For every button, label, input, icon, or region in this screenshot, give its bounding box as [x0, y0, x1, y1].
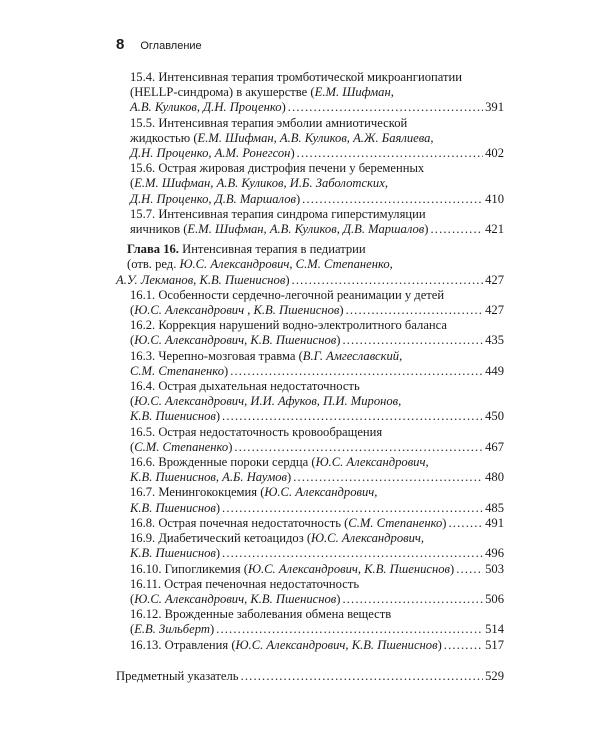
- toc-line: [130, 455, 504, 470]
- toc-line-text: [130, 638, 442, 653]
- toc-line-text: [116, 669, 239, 684]
- toc-entry-s16-5[interactable]: [116, 425, 504, 455]
- toc-line-text: [130, 485, 377, 499]
- toc-line-text: [130, 303, 344, 318]
- toc-entry-s16-3[interactable]: [116, 349, 504, 379]
- toc-line: [130, 409, 504, 424]
- toc-line-text: [130, 70, 462, 84]
- dot-leader: [222, 409, 483, 424]
- toc-page-number: 496: [485, 546, 504, 561]
- toc-line: [130, 592, 504, 607]
- toc-text: Предметный указатель: [116, 668, 239, 683]
- toc-line-text: [130, 116, 407, 130]
- toc-text-close: ): [228, 439, 233, 454]
- running-header: [116, 36, 202, 53]
- toc-text-close: ): [442, 515, 447, 530]
- toc-line: [130, 161, 504, 176]
- toc-text-close: ): [336, 333, 341, 348]
- toc-line: [116, 669, 504, 684]
- toc-text: 15.5. Интенсивная терапия эмболии амниотической: [130, 115, 408, 130]
- toc-page-number: 529: [485, 668, 504, 683]
- toc-authors: Ю.С. Александрович, К.В. Пшениснов: [235, 637, 438, 652]
- table-of-contents: [116, 70, 504, 684]
- toc-line-text: [130, 318, 447, 332]
- toc-line-text: [127, 242, 366, 256]
- toc-line-text: [130, 100, 286, 115]
- toc-line-text: [130, 222, 428, 237]
- toc-text-close: ): [339, 303, 344, 318]
- dot-leader: [222, 546, 483, 561]
- toc-entry-s15-6[interactable]: [116, 161, 504, 207]
- toc-text: 16.5. Острая недостаточность кровообращения: [130, 424, 383, 439]
- dot-leader: [342, 592, 483, 607]
- dot-leader: [241, 669, 484, 684]
- dot-leader: [449, 516, 484, 531]
- toc-text: 16.2. Коррекция нарушений водно-электролитного баланса: [130, 318, 447, 333]
- toc-line: [130, 516, 504, 531]
- toc-line: [130, 638, 504, 653]
- toc-line: [130, 349, 504, 364]
- toc-text: 16.8. Острая почечная недостаточность (: [130, 515, 349, 530]
- page-number: 8: [116, 36, 125, 53]
- toc-authors: Е.В. Зильберт: [134, 622, 210, 637]
- toc-line: [130, 85, 504, 100]
- toc-text: 16.13. Отравления (: [130, 637, 236, 652]
- dot-leader: [234, 440, 483, 455]
- toc-entry-s15-4[interactable]: [116, 70, 504, 116]
- toc-line-text: [130, 333, 340, 348]
- toc-text-close: ): [450, 561, 455, 576]
- toc-page-number: 450: [485, 409, 504, 424]
- toc-line: [130, 562, 504, 577]
- toc-line: [130, 531, 504, 546]
- toc-line-text: [130, 394, 401, 408]
- toc-text: (: [130, 439, 135, 454]
- toc-page-number: 467: [485, 439, 504, 454]
- toc-entry-s16-6[interactable]: [116, 455, 504, 485]
- toc-line-text: [130, 592, 340, 607]
- dot-leader: [302, 192, 483, 207]
- toc-line: [130, 577, 504, 592]
- toc-line-text: [130, 349, 402, 363]
- toc-text: (отв. ред.: [127, 257, 180, 272]
- toc-line-text: [130, 501, 220, 516]
- toc-line: [130, 131, 504, 146]
- toc-line: [130, 70, 504, 85]
- toc-authors: Ю.С. Александрович,: [264, 485, 378, 500]
- toc-line: [130, 146, 504, 161]
- toc-text-close: ): [285, 272, 290, 287]
- toc-entry-s16-12[interactable]: [116, 607, 504, 637]
- toc-text: 16.4. Острая дыхательная недостаточность: [130, 379, 360, 394]
- toc-text: 15.7. Интенсивная терапия синдрома гиперстимуляции: [130, 206, 426, 221]
- toc-line-text: [130, 455, 429, 469]
- toc-text: (: [130, 394, 135, 409]
- toc-page-number: 421: [485, 222, 504, 237]
- toc-text: (: [130, 622, 135, 637]
- dot-leader: [292, 273, 484, 288]
- toc-line: [130, 440, 504, 455]
- toc-text: Интенсивная терапия в педиатрии: [178, 242, 366, 257]
- toc-page-number: 435: [485, 333, 504, 348]
- toc-line-text: [130, 146, 295, 161]
- toc-line: [130, 470, 504, 485]
- toc-authors: Е.М. Шифман, А.В. Куликов, Д.В. Маршалов: [187, 222, 425, 237]
- toc-text-close: ): [215, 500, 221, 515]
- toc-line-text: [130, 577, 359, 591]
- toc-line: [130, 394, 504, 409]
- toc-authors: К.В. Пшениснов: [130, 546, 216, 561]
- toc-text: яичников (: [130, 222, 188, 237]
- toc-entry-s16-13[interactable]: [116, 638, 504, 653]
- toc-line-text: [130, 288, 444, 302]
- toc-authors: Ю.С. Александрович, С.М. Степаненко,: [179, 257, 393, 272]
- toc-authors: А.В. Куликов, Д.Н. Проценко: [130, 100, 282, 115]
- toc-entry-s16-10[interactable]: [116, 562, 504, 577]
- toc-line-text: [130, 516, 447, 531]
- toc-text: (: [130, 176, 135, 191]
- toc-line: [130, 207, 504, 222]
- toc-authors: К.В. Пшениснов, А.Б. Наумов: [130, 470, 288, 485]
- toc-authors: К.В. Пшениснов: [130, 409, 216, 424]
- dot-leader: [444, 638, 483, 653]
- dot-leader: [456, 562, 483, 577]
- toc-text: (HELLP-синдрома) в акушерстве (: [130, 85, 315, 100]
- dot-leader: [430, 222, 483, 237]
- toc-line: [130, 546, 504, 561]
- toc-entry-s16-8[interactable]: [116, 516, 504, 531]
- toc-authors: А.У. Лекманов, К.В. Пшениснов: [116, 272, 286, 287]
- toc-line-text: [130, 192, 300, 207]
- toc-text: 16.3. Черепно-мозговая травма (: [130, 348, 303, 363]
- dot-leader: [288, 100, 483, 115]
- dot-leader: [230, 364, 483, 379]
- toc-text: 15.6. Острая жировая дистрофия печени у беременных: [130, 161, 425, 176]
- toc-line: [130, 425, 504, 440]
- toc-line: [130, 192, 504, 207]
- toc-line-text: [127, 257, 393, 271]
- dot-leader: [222, 501, 483, 516]
- toc-page-number: 427: [485, 303, 504, 318]
- toc-text: (: [130, 333, 135, 348]
- toc-authors: Ю.С. Александрович, К.В. Пшениснов: [248, 561, 451, 576]
- toc-line-text: [130, 364, 228, 379]
- toc-line-text: [130, 409, 220, 424]
- dot-leader: [342, 333, 483, 348]
- toc-page-number: 491: [485, 515, 504, 530]
- toc-page-number: 514: [485, 622, 504, 637]
- toc-line: [130, 176, 504, 191]
- toc-text: жидкостью (: [130, 130, 198, 145]
- toc-page-number: 402: [485, 146, 504, 161]
- toc-entry-ch16[interactable]: [116, 242, 504, 288]
- toc-text: (: [130, 303, 135, 318]
- toc-line-text: [130, 607, 391, 621]
- toc-page-number: 506: [485, 591, 504, 606]
- toc-entry-s15-7[interactable]: [116, 207, 504, 237]
- toc-line: [130, 607, 504, 622]
- toc-text-close: ): [424, 222, 429, 237]
- toc-authors: Е.М. Шифман, А.В. Куликов, А.Ж. Баялиева,: [197, 130, 434, 145]
- toc-text: 16.10. Гипогликемия (: [130, 561, 248, 576]
- dot-leader: [293, 470, 483, 485]
- toc-authors: Ю.С. Александрович, К.В. Пшениснов: [134, 333, 337, 348]
- toc-authors: Ю.С. Александрович,: [311, 531, 425, 546]
- toc-text-close: ): [209, 622, 215, 637]
- toc-line-text: [130, 425, 382, 439]
- toc-line-text: [130, 622, 214, 637]
- toc-text: 16.7. Менингококцемия (: [130, 485, 265, 500]
- dot-leader: [216, 622, 483, 637]
- toc-page-number: 410: [485, 191, 504, 206]
- toc-text-close: ): [290, 146, 295, 161]
- toc-authors: С.М. Степаненко: [130, 363, 224, 378]
- toc-line: [130, 303, 504, 318]
- toc-text: 16.9. Диабетический кетоацидоз (: [130, 531, 312, 546]
- toc-line: [130, 288, 504, 303]
- toc-line: [130, 116, 504, 131]
- toc-line-text: [130, 85, 394, 99]
- toc-line-text: [130, 562, 454, 577]
- toc-entry-s16-9[interactable]: [116, 531, 504, 561]
- toc-line: [130, 379, 504, 394]
- toc-text: 16.12. Врожденные заболевания обмена веществ: [130, 607, 392, 622]
- dot-leader: [346, 303, 484, 318]
- chapter-label: Глава 16.: [127, 242, 179, 257]
- toc-line: [130, 622, 504, 637]
- toc-page-number: 480: [485, 470, 504, 485]
- toc-text-close: ): [437, 637, 442, 652]
- toc-entry-s16-2[interactable]: [116, 318, 504, 348]
- toc-page-number: 503: [485, 561, 504, 576]
- toc-page-number: 427: [485, 272, 504, 287]
- toc-page-number: 449: [485, 363, 504, 378]
- toc-line-text: [130, 207, 426, 221]
- toc-text: 16.6. Врожденные пороки сердца (: [130, 455, 316, 470]
- toc-line-text: [130, 531, 424, 545]
- toc-line-text: [130, 161, 424, 175]
- toc-line: [130, 501, 504, 516]
- toc-line: [130, 485, 504, 500]
- toc-authors: Ю.С. Александрович,: [315, 455, 429, 470]
- toc-line: [130, 222, 504, 237]
- toc-entry-s16-7[interactable]: [116, 485, 504, 515]
- toc-text-close: ): [281, 100, 286, 115]
- toc-line: [116, 257, 504, 272]
- toc-entry-s15-5[interactable]: [116, 116, 504, 162]
- dot-leader: [297, 146, 483, 161]
- toc-text: 16.11. Острая печеночная недостаточность: [130, 576, 360, 591]
- toc-entry-s16-11[interactable]: [116, 577, 504, 607]
- toc-text-close: ): [287, 470, 292, 485]
- toc-authors: Д.Н. Проценко, А.М. Ронегсон: [130, 146, 291, 161]
- toc-entry-s16-1[interactable]: [116, 288, 504, 318]
- toc-line: [116, 273, 504, 288]
- toc-text: 15.4. Интенсивная терапия тромботической микроангиопатии: [130, 70, 462, 84]
- toc-line-text: [116, 273, 290, 288]
- toc-authors: С.М. Степаненко: [348, 515, 443, 530]
- toc-text: 16.1. Особенности сердечно-легочной реанимации у детей: [130, 287, 445, 302]
- toc-authors: С.М. Степаненко: [134, 439, 229, 454]
- toc-page-number: 485: [485, 500, 504, 515]
- toc-authors: В.Г. Амгеславский,: [302, 348, 403, 363]
- toc-line: [116, 242, 504, 257]
- toc-page-number: 517: [485, 637, 504, 652]
- toc-line-text: [130, 440, 232, 455]
- toc-text: (: [130, 591, 135, 606]
- toc-text-close: ): [215, 409, 221, 424]
- toc-entry-index[interactable]: [116, 669, 504, 684]
- toc-entry-s16-4[interactable]: [116, 379, 504, 425]
- toc-line-text: [130, 470, 291, 485]
- toc-authors: Д.Н. Проценко, Д.В. Маршалов: [130, 191, 296, 206]
- toc-authors: Ю.С. Александрович , К.В. Пшениснов: [134, 303, 340, 318]
- toc-authors: Ю.С. Александрович, И.И. Афуков, П.И. Миронов,: [134, 394, 402, 409]
- toc-text-close: ): [224, 363, 229, 378]
- running-title: Оглавление: [140, 40, 202, 52]
- toc-line-text: [130, 176, 388, 190]
- toc-authors: Ю.С. Александрович, К.В. Пшениснов: [134, 591, 337, 606]
- toc-text-close: ): [336, 591, 341, 606]
- toc-line: [130, 364, 504, 379]
- toc-authors: Е.М. Шифман, А.В. Куликов, И.Б. Заболотских,: [134, 176, 388, 191]
- toc-line: [130, 333, 504, 348]
- toc-line-text: [130, 379, 360, 393]
- toc-page-number: 391: [485, 100, 504, 115]
- toc-text-close: ): [295, 191, 301, 206]
- toc-line: [130, 100, 504, 115]
- toc-line-text: [130, 546, 220, 561]
- toc-authors: Е.М. Шифман,: [314, 85, 394, 100]
- toc-authors: К.В. Пшениснов: [130, 500, 216, 515]
- toc-line: [130, 318, 504, 333]
- toc-text-close: ): [215, 546, 221, 561]
- toc-line-text: [130, 131, 434, 145]
